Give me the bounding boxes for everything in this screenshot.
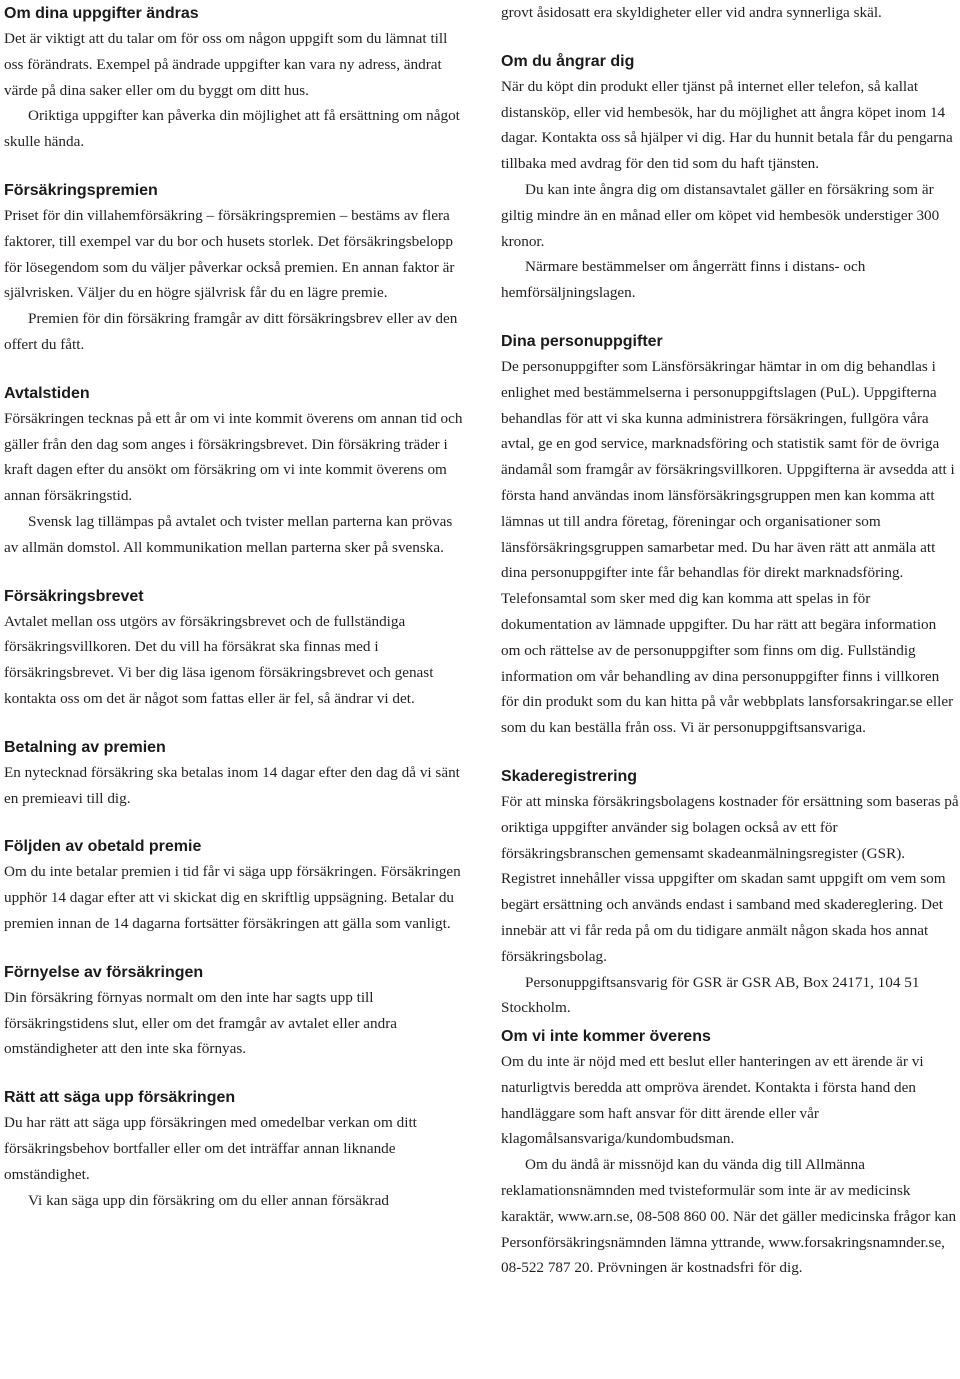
paragraph: Svensk lag tillämpas på avtalet och tvister mellan parterna kan prövas av allmän domstol. All kommunikation mellan parterna sker på svenska. bbox=[4, 512, 453, 556]
paragraph: Om du inte betalar premien i tid får vi säga upp försäkringen. Försäkringen upphör 14 dagar efter att vi skickat dig en skriftlig uppsägning. Betalar du premien innan de 14 dagarna fortsätter försäkringen att gälla som vanligt. bbox=[4, 863, 461, 932]
paragraph: Oriktiga uppgifter kan påverka din möjlighet att få ersättning om något skulle hända. bbox=[4, 107, 460, 151]
paragraph: Du har rätt att säga upp försäkringen med omedelbar verkan om ditt försäkringsbehov bortfaller eller om det inträffar annan liknande omständighet. bbox=[4, 1114, 417, 1183]
heading-betalning-av-premien: Betalning av premien bbox=[4, 738, 166, 756]
paragraph: Du kan inte ångra dig om distansavtalet gäller en försäkring som är giltig mindre än en månad eller om köpet vid hembesök understiger 300 kronor. bbox=[501, 180, 940, 250]
paragraph: Närmare bestämmelser om ångerrätt finns i distans- och hemförsäljningslagen. bbox=[501, 258, 866, 302]
paragraph: För att minska försäkringsbolagens kostnader för ersättning som baseras på oriktiga uppgifter använder sig bolagen också av ett för försäkringsbranschen gemensamt skadeanmälningsregister (GSR). Registret innehåller vissa uppgifter om skadan samt uppgift om vem som begärt ersättning och används endast i samband med skadereglering. Det innebär att vi får reda på om du tidigare anmält någon skada hos annat försäkringsbolag. bbox=[501, 792, 959, 965]
heading-om-dina-uppgifter-andras: Om dina uppgifter ändras bbox=[4, 5, 199, 22]
paragraph: De personuppgifter som Länsförsäkringar hämtar in om dig behandlas i enlighet med bestämmelserna i personuppgiftslagen (PuL). Uppgifterna behandlas för att vi ska kunna administrera försäkringen, fullgöra våra avtal, ge en god service, marknadsföring och statistik samt för de övriga ändamål som framgår av försäkringsvillkoren. Uppgifterna är avsedda att i första hand användas inom länsförsäkringsgruppen men kan komma att lämnas ut till andra företag, föreningar och organisationer som länsförsäkringsgruppen samarbetar med. Du har även rätt att anmäla att dina personuppgifter inte får behandlas för direkt marknadsföring. Telefonsamtal som sker med dig kan komma att spelas in för dokumentation av lämnade uppgifter. Du har rätt att begära information om och rättelse av de personuppgifter som finns om dig. Fullständig information om vår behandling av dina personuppgifter finns i villkoren för din produkt som du kan hitta på vår webbplats lansforsakringar.se eller som du kan beställa från oss. Vi är personuppgiftsansvariga. bbox=[501, 357, 955, 737]
left-column bbox=[4, 0, 466, 1213]
paragraph-continuation: grovt åsidosatt era skyldigheter eller vid andra synnerliga skäl. bbox=[501, 4, 882, 21]
heading-ratt-att-saga-upp-forsakringen: Rätt att säga upp försäkringen bbox=[4, 1089, 236, 1107]
paragraph: Personuppgiftsansvarig för GSR är GSR AB, Box 24171, 104 51 Stockholm. bbox=[501, 973, 920, 1017]
heading-forsakringspremien: Försäkringspremien bbox=[4, 181, 158, 199]
paragraph: Avtalet mellan oss utgörs av försäkringsbrevet och de fullständiga försäkringsvillkoren. Det du vill ha försäkrat ska finnas med i försäkringsbrevet. Vi ber dig läsa igenom försäkringsbrevet och genast kontakta oss om det är något som fattas eller är fel, så ändrar vi det. bbox=[4, 612, 434, 707]
heading-skaderegistrering: Skaderegistrering bbox=[501, 767, 638, 785]
heading-avtalstiden: Avtalstiden bbox=[4, 384, 90, 402]
heading-dina-personuppgifter: Dina personuppgifter bbox=[501, 332, 663, 350]
paragraph: Om du inte är nöjd med ett beslut eller hanteringen av ett ärende är vi naturligtvis beredda att ompröva ärendet. Kontakta i första hand den handläggare som haft ansvar för ditt ärende eller vår klagomålsansvariga/kundombudsman. bbox=[501, 1053, 924, 1148]
heading-forsakringsbrevet: Försäkringsbrevet bbox=[4, 587, 144, 605]
right-column bbox=[501, 0, 959, 1281]
paragraph: Det är viktigt att du talar om för oss om någon uppgift som du lämnat till oss förändrats. Exempel på ändrade uppgifter kan vara ny adress, ändrat värde på dina saker eller om du byggt om ditt hus. bbox=[4, 30, 448, 99]
paragraph: En nytecknad försäkring ska betalas inom 14 dagar efter den dag då vi sänt en premieavi till dig. bbox=[4, 763, 460, 807]
paragraph: Din försäkring förnyas normalt om den inte har sagts upp till försäkringstidens slut, eller om det framgår av avtalet eller andra omständigheter att den inte ska förnyas. bbox=[4, 988, 398, 1058]
heading-om-vi-inte-kommer-overens: Om vi inte kommer överens bbox=[501, 1028, 711, 1046]
heading-foljden-av-obetald-premie: Följden av obetald premie bbox=[4, 838, 202, 856]
paragraph: Om du ändå är missnöjd kan du vända dig till Allmänna reklamationsnämnden med tvisteformulär som inte är av medicinsk karaktär, www.arn.se, 08-508 860 00. När det gäller medicinska frågor kan Personförsäkringsnämnden lämna yttrande, www.forsakringsnamnder.se, 08-522 787 20. Prövningen är kostnadsfri för dig. bbox=[501, 1156, 957, 1277]
paragraph: Försäkringen tecknas på ett år om vi inte kommit överens om annan tid och gäller från den dag som anges i försäkringsbrevet. Din försäkring träder i kraft dagen efter du ansökt om försäkring om vi inte kommit överens om annan försäkringstid. bbox=[4, 409, 463, 505]
heading-om-du-angrar-dig: Om du ångrar dig bbox=[501, 52, 635, 70]
paragraph: Priset för din villahemförsäkring – försäkringspremien – bestäms av flera faktorer, till exempel var du bor och husets storlek. Det försäkringsbelopp för lösegendom som du väljer påverkar också premien. En annan faktor är självrisken. Väljer du en högre självrisk får du en lägre premie. bbox=[4, 206, 455, 302]
paragraph: Vi kan säga upp din försäkring om du eller annan försäkrad bbox=[28, 1191, 389, 1209]
paragraph: Premien för din försäkring framgår av ditt försäkringsbrev eller av den offert du fått. bbox=[4, 310, 458, 353]
heading-fornyelse-av-forsakringen: Förnyelse av försäkringen bbox=[4, 963, 204, 981]
paragraph: När du köpt din produkt eller tjänst på internet eller telefon, så kallat distansköp, eller vid hembesök, har du möjlighet att ångra köpet inom 14 dagar. Kontakta oss så hjälper vi dig. Har du hunnit betala får du pengarna tillbaka med avdrag för den tid som du haft tjänsten. bbox=[501, 77, 953, 173]
